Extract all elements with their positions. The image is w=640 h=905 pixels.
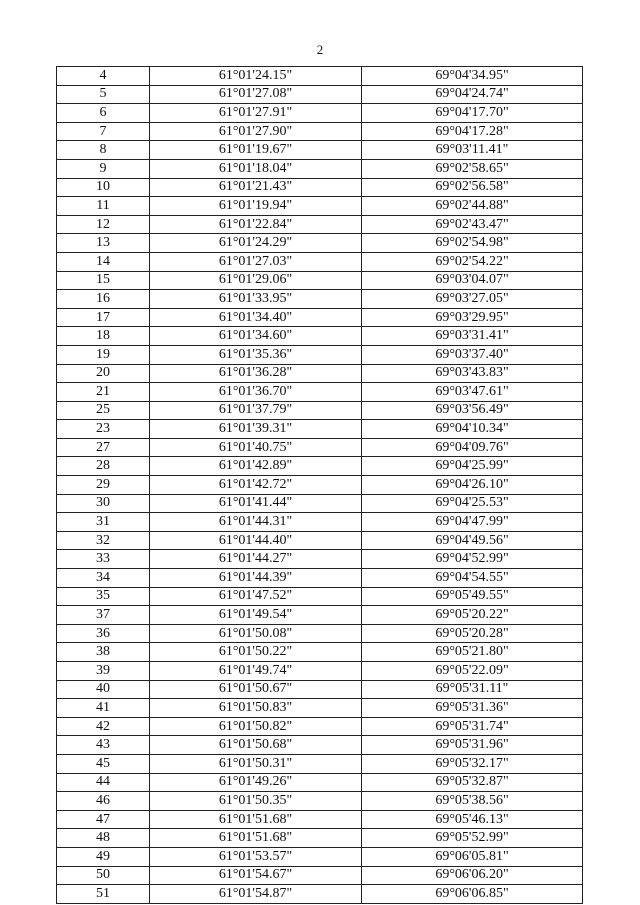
latitude-cell: 61°01'29.06" <box>150 271 362 290</box>
point-number-cell: 41 <box>57 699 150 718</box>
point-number-cell: 5 <box>57 85 150 104</box>
point-number-cell: 20 <box>57 364 150 383</box>
point-number-cell: 12 <box>57 215 150 234</box>
latitude-cell: 61°01'42.72" <box>150 476 362 495</box>
longitude-cell: 69°02'58.65" <box>362 159 583 178</box>
table-row <box>57 85 583 104</box>
coordinates-table-body <box>57 67 583 904</box>
latitude-cell: 61°01'44.27" <box>150 550 362 569</box>
longitude-cell: 69°03'43.83" <box>362 364 583 383</box>
table-row <box>57 810 583 829</box>
latitude-cell: 61°01'34.40" <box>150 308 362 327</box>
longitude-cell: 69°03'04.07" <box>362 271 583 290</box>
latitude-cell: 61°01'50.31" <box>150 754 362 773</box>
point-number-cell: 39 <box>57 662 150 681</box>
longitude-cell: 69°05'38.56" <box>362 792 583 811</box>
table-row <box>57 271 583 290</box>
table-row <box>57 234 583 253</box>
point-number-cell: 42 <box>57 717 150 736</box>
table-row <box>57 829 583 848</box>
point-number-cell: 29 <box>57 476 150 495</box>
point-number-cell: 25 <box>57 401 150 420</box>
point-number-cell: 19 <box>57 345 150 364</box>
longitude-cell: 69°04'10.34" <box>362 420 583 439</box>
table-row <box>57 662 583 681</box>
table-row <box>57 699 583 718</box>
longitude-cell: 69°04'25.99" <box>362 457 583 476</box>
longitude-cell: 69°05'31.36" <box>362 699 583 718</box>
coordinates-table <box>56 66 583 904</box>
latitude-cell: 61°01'27.91" <box>150 104 362 123</box>
latitude-cell: 61°01'19.94" <box>150 197 362 216</box>
latitude-cell: 61°01'34.60" <box>150 327 362 346</box>
point-number-cell: 6 <box>57 104 150 123</box>
latitude-cell: 61°01'40.75" <box>150 438 362 457</box>
latitude-cell: 61°01'50.82" <box>150 717 362 736</box>
point-number-cell: 36 <box>57 624 150 643</box>
latitude-cell: 61°01'50.67" <box>150 680 362 699</box>
table-row <box>57 773 583 792</box>
point-number-cell: 40 <box>57 680 150 699</box>
point-number-cell: 43 <box>57 736 150 755</box>
point-number-cell: 15 <box>57 271 150 290</box>
point-number-cell: 46 <box>57 792 150 811</box>
latitude-cell: 61°01'36.70" <box>150 383 362 402</box>
point-number-cell: 28 <box>57 457 150 476</box>
longitude-cell: 69°06'06.20" <box>362 866 583 885</box>
table-row <box>57 885 583 904</box>
point-number-cell: 11 <box>57 197 150 216</box>
latitude-cell: 61°01'42.89" <box>150 457 362 476</box>
longitude-cell: 69°04'24.74" <box>362 85 583 104</box>
table-row <box>57 717 583 736</box>
latitude-cell: 61°01'36.28" <box>150 364 362 383</box>
latitude-cell: 61°01'39.31" <box>150 420 362 439</box>
point-number-cell: 51 <box>57 885 150 904</box>
table-row <box>57 141 583 160</box>
longitude-cell: 69°03'47.61" <box>362 383 583 402</box>
point-number-cell: 32 <box>57 531 150 550</box>
table-row <box>57 754 583 773</box>
table-row <box>57 513 583 532</box>
point-number-cell: 10 <box>57 178 150 197</box>
latitude-cell: 61°01'54.67" <box>150 866 362 885</box>
longitude-cell: 69°03'37.40" <box>362 345 583 364</box>
longitude-cell: 69°05'46.13" <box>362 810 583 829</box>
table-row <box>57 252 583 271</box>
latitude-cell: 61°01'53.57" <box>150 847 362 866</box>
point-number-cell: 34 <box>57 569 150 588</box>
latitude-cell: 61°01'37.79" <box>150 401 362 420</box>
table-row <box>57 327 583 346</box>
table-row <box>57 494 583 513</box>
point-number-cell: 18 <box>57 327 150 346</box>
longitude-cell: 69°03'11.41" <box>362 141 583 160</box>
longitude-cell: 69°05'20.28" <box>362 624 583 643</box>
longitude-cell: 69°04'17.28" <box>362 122 583 141</box>
longitude-cell: 69°04'47.99" <box>362 513 583 532</box>
table-row <box>57 792 583 811</box>
latitude-cell: 61°01'50.68" <box>150 736 362 755</box>
table-row <box>57 420 583 439</box>
longitude-cell: 69°02'44.88" <box>362 197 583 216</box>
table-row <box>57 159 583 178</box>
point-number-cell: 7 <box>57 122 150 141</box>
point-number-cell: 27 <box>57 438 150 457</box>
latitude-cell: 61°01'33.95" <box>150 290 362 309</box>
table-row <box>57 345 583 364</box>
latitude-cell: 61°01'27.90" <box>150 122 362 141</box>
point-number-cell: 17 <box>57 308 150 327</box>
longitude-cell: 69°05'32.17" <box>362 754 583 773</box>
latitude-cell: 61°01'51.68" <box>150 810 362 829</box>
latitude-cell: 61°01'49.26" <box>150 773 362 792</box>
latitude-cell: 61°01'24.29" <box>150 234 362 253</box>
longitude-cell: 69°05'32.87" <box>362 773 583 792</box>
latitude-cell: 61°01'51.68" <box>150 829 362 848</box>
table-row <box>57 438 583 457</box>
point-number-cell: 47 <box>57 810 150 829</box>
longitude-cell: 69°03'29.95" <box>362 308 583 327</box>
table-row <box>57 847 583 866</box>
longitude-cell: 69°04'25.53" <box>362 494 583 513</box>
table-row <box>57 215 583 234</box>
latitude-cell: 61°01'50.83" <box>150 699 362 718</box>
longitude-cell: 69°04'17.70" <box>362 104 583 123</box>
table-row <box>57 550 583 569</box>
latitude-cell: 61°01'44.40" <box>150 531 362 550</box>
table-row <box>57 178 583 197</box>
latitude-cell: 61°01'54.87" <box>150 885 362 904</box>
latitude-cell: 61°01'50.22" <box>150 643 362 662</box>
latitude-cell: 61°01'35.36" <box>150 345 362 364</box>
table-row <box>57 531 583 550</box>
latitude-cell: 61°01'49.54" <box>150 606 362 625</box>
longitude-cell: 69°05'31.11" <box>362 680 583 699</box>
longitude-cell: 69°03'31.41" <box>362 327 583 346</box>
table-row <box>57 104 583 123</box>
table-row <box>57 587 583 606</box>
point-number-cell: 37 <box>57 606 150 625</box>
point-number-cell: 4 <box>57 67 150 86</box>
table-row <box>57 67 583 86</box>
point-number-cell: 30 <box>57 494 150 513</box>
longitude-cell: 69°04'52.99" <box>362 550 583 569</box>
point-number-cell: 38 <box>57 643 150 662</box>
table-row <box>57 401 583 420</box>
point-number-cell: 45 <box>57 754 150 773</box>
point-number-cell: 44 <box>57 773 150 792</box>
table-row <box>57 624 583 643</box>
latitude-cell: 61°01'49.74" <box>150 662 362 681</box>
table-row <box>57 290 583 309</box>
latitude-cell: 61°01'27.08" <box>150 85 362 104</box>
latitude-cell: 61°01'27.03" <box>150 252 362 271</box>
point-number-cell: 49 <box>57 847 150 866</box>
point-number-cell: 21 <box>57 383 150 402</box>
longitude-cell: 69°02'54.22" <box>362 252 583 271</box>
longitude-cell: 69°02'43.47" <box>362 215 583 234</box>
point-number-cell: 14 <box>57 252 150 271</box>
point-number-cell: 23 <box>57 420 150 439</box>
latitude-cell: 61°01'19.67" <box>150 141 362 160</box>
point-number-cell: 48 <box>57 829 150 848</box>
longitude-cell: 69°03'27.05" <box>362 290 583 309</box>
point-number-cell: 35 <box>57 587 150 606</box>
longitude-cell: 69°05'31.96" <box>362 736 583 755</box>
table-row <box>57 476 583 495</box>
latitude-cell: 61°01'21.43" <box>150 178 362 197</box>
longitude-cell: 69°02'56.58" <box>362 178 583 197</box>
table-row <box>57 736 583 755</box>
latitude-cell: 61°01'44.39" <box>150 569 362 588</box>
longitude-cell: 69°06'05.81" <box>362 847 583 866</box>
latitude-cell: 61°01'50.35" <box>150 792 362 811</box>
latitude-cell: 61°01'44.31" <box>150 513 362 532</box>
page-number: 2 <box>316 42 324 57</box>
latitude-cell: 61°01'47.52" <box>150 587 362 606</box>
latitude-cell: 61°01'22.84" <box>150 215 362 234</box>
table-row <box>57 383 583 402</box>
table-row <box>57 364 583 383</box>
longitude-cell: 69°06'06.85" <box>362 885 583 904</box>
latitude-cell: 61°01'18.04" <box>150 159 362 178</box>
table-row <box>57 122 583 141</box>
point-number-cell: 8 <box>57 141 150 160</box>
longitude-cell: 69°05'49.55" <box>362 587 583 606</box>
latitude-cell: 61°01'24.15" <box>150 67 362 86</box>
point-number-cell: 13 <box>57 234 150 253</box>
longitude-cell: 69°05'21.80" <box>362 643 583 662</box>
longitude-cell: 69°04'49.56" <box>362 531 583 550</box>
longitude-cell: 69°05'31.74" <box>362 717 583 736</box>
longitude-cell: 69°05'22.09" <box>362 662 583 681</box>
longitude-cell: 69°04'34.95" <box>362 67 583 86</box>
table-row <box>57 197 583 216</box>
longitude-cell: 69°02'54.98" <box>362 234 583 253</box>
point-number-cell: 50 <box>57 866 150 885</box>
table-row <box>57 680 583 699</box>
longitude-cell: 69°03'56.49" <box>362 401 583 420</box>
table-row <box>57 569 583 588</box>
latitude-cell: 61°01'41.44" <box>150 494 362 513</box>
table-row <box>57 457 583 476</box>
longitude-cell: 69°05'20.22" <box>362 606 583 625</box>
point-number-cell: 31 <box>57 513 150 532</box>
point-number-cell: 16 <box>57 290 150 309</box>
longitude-cell: 69°04'09.76" <box>362 438 583 457</box>
point-number-cell: 33 <box>57 550 150 569</box>
table-row <box>57 866 583 885</box>
longitude-cell: 69°04'26.10" <box>362 476 583 495</box>
point-number-cell: 9 <box>57 159 150 178</box>
longitude-cell: 69°05'52.99" <box>362 829 583 848</box>
table-row <box>57 606 583 625</box>
table-row <box>57 643 583 662</box>
longitude-cell: 69°04'54.55" <box>362 569 583 588</box>
latitude-cell: 61°01'50.08" <box>150 624 362 643</box>
table-row <box>57 308 583 327</box>
